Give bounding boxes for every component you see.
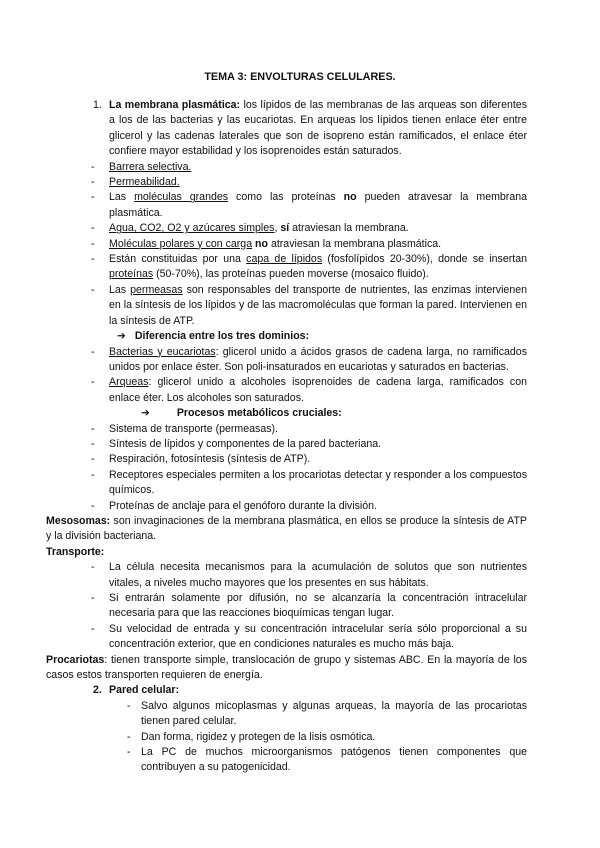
list-item: - Bacterias y eucariotas: glicerol unido a ácidos grasos de cadena larga, no ramificados unidos por enlace éster. Son poli-insaturados en eucariotas y saturados en bacterias. xyxy=(91,345,527,373)
list-item: - Permeabilidad. xyxy=(91,176,180,189)
list-item: - Moléculas polares y con carga no atraviesan la membrana plasmática. xyxy=(91,237,442,250)
mesosomas-paragraph: Mesosomas: son invaginaciones de la membrana plasmática, en ellos se produce la síntesis de ATP y la división bacteriana. xyxy=(46,514,527,543)
list-item: - Las permeasas son responsables del transporte de nutrientes, las enzimas intervienen en la síntesis de los lípidos y de las macromoléculas que forman la pared. Intervienen en la síntesis de ATP. xyxy=(91,283,528,327)
list-item: - La PC de muchos microorganismos patógenos tienen componentes que contribuyen a su patogenicidad. xyxy=(127,746,527,774)
list-item: - La célula necesita mecanismos para la acumulación de solutos que son nutrientes vitales, a niveles mucho mayores que los presentes en sus hábitats. xyxy=(91,561,527,589)
arrow-icon: ➔ xyxy=(117,330,126,343)
section-number: 1. xyxy=(93,99,102,111)
procariotas-paragraph: Procariotas: tienen transporte simple, translocación de grupo y sistemas ABC. En la mayoría de los casos estos transporten requieren de energía. xyxy=(46,653,527,682)
list-item: - Las moléculas grandes como las proteínas no pueden atravesar la membrana plasmática. xyxy=(91,191,528,219)
section-heading: Pared celular: xyxy=(109,684,180,697)
list-item: - Proteínas de anclaje para el genóforo durante la división. xyxy=(91,499,377,512)
arrow-icon: ➔ xyxy=(141,407,150,420)
list-item: - Están constituidas por una capa de lípidos (fosfolípidos 20-30%), donde se insertan proteínas (50-70%), las proteínas pueden moverse (mosaico fluido). xyxy=(91,253,527,281)
list-item: - Respiración, fotosíntesis (síntesis de ATP). xyxy=(91,453,311,466)
section-1: 1. La membrana plasmática: los lípidos de las membranas de las arqueas son diferentes a los de las bacterias y las eucariotas. En arqueas los lípidos tienen enlace éter entre glicerol y las cadenas laterales que son de isopreno están ramificados, el enlace éter confiere mayor estabilidad y los isoprenoides están saturados. xyxy=(75,98,527,160)
list-item: - Síntesis de lípidos y componentes de la pared bacteriana. xyxy=(91,437,382,450)
list-item: - Receptores especiales permiten a los procariotas detectar y responder a los compuestos químicos. xyxy=(91,468,527,497)
transporte-heading: Transporte: xyxy=(46,545,105,558)
list-item: - Agua, CO2, O2 y azúcares simples, sí atraviesan la membrana. xyxy=(91,222,409,235)
list-item: - Sistema de transporte (permeasas). xyxy=(91,422,278,435)
subheading-processes: ➔ Procesos metabólicos cruciales: xyxy=(141,407,342,420)
section-heading: La membrana plasmática: xyxy=(109,99,241,111)
list-item: - Salvo algunos micoplasmas y algunas arqueas, la mayoría de las procariotas tienen pared celular. xyxy=(127,699,527,728)
list-item: - Dan forma, rigidez y protegen de la lisis osmótica. xyxy=(127,730,376,743)
list-item: - Si entrarán solamente por difusión, no se alcanzaría la concentración intracelular necesaria para que las reacciones bioquímicas tengan lugar. xyxy=(91,592,527,620)
list-item: - Barrera selectiva. xyxy=(91,160,192,173)
section-2 xyxy=(75,683,527,698)
list-item: - Arqueas: glicerol unido a alcoholes isoprenoides de cadena larga, ramificados con enlace éter. Los alcoholes son saturados. xyxy=(91,376,527,404)
page-title: TEMA 3: ENVOLTURAS CELULARES. xyxy=(204,71,396,83)
list-item: - Su velocidad de entrada y su concentración intracelular sería sólo proporcional a su concentración exterior, que en condiciones naturales es mucho más baja. xyxy=(91,622,527,651)
document-body xyxy=(46,98,528,776)
section-number: 2. xyxy=(93,684,102,697)
subheading-domains: ➔ Diferencia entre los tres dominios: xyxy=(117,330,310,343)
